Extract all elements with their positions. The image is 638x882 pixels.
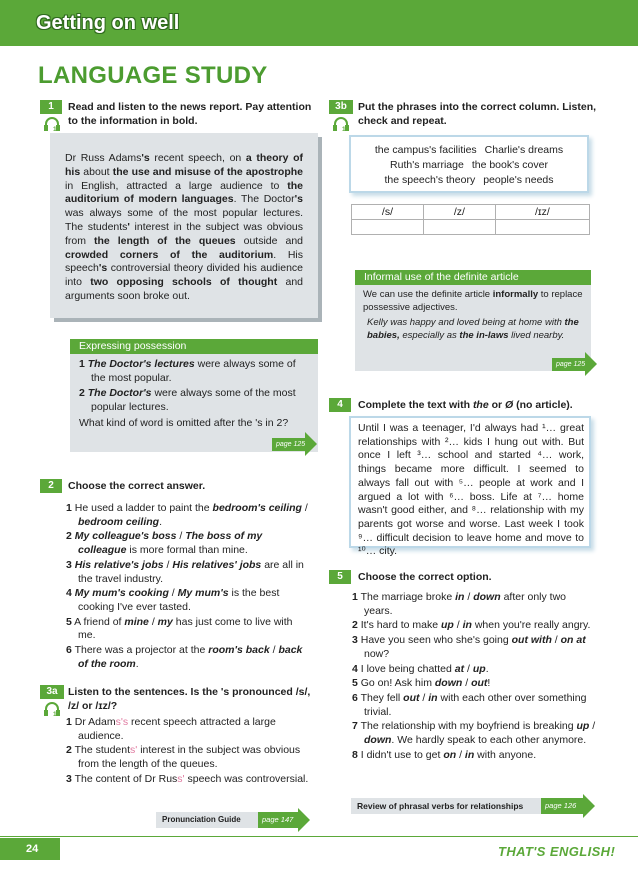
exercise-number: 2	[40, 479, 62, 493]
unit-title: Getting on well	[36, 12, 180, 34]
exercise-number: 3a	[40, 685, 64, 699]
list-item: 2 The students' interest in the subject was obvious from the length of the queues.	[66, 744, 301, 771]
list-item: 8 I didn't use to get on / in with anyone.	[352, 748, 537, 761]
phrase: the campus's facilities	[374, 144, 477, 156]
exercise-number: 4	[329, 398, 351, 412]
possession-examples: 1 The Doctor's lectures were always some of the most popular. 2 The Doctor's were always some of the most popular lectures. What kind of word is omitted after the 's in 2?	[79, 358, 296, 429]
phrase: Charlie's dreams	[484, 144, 564, 156]
unit-header	[0, 0, 638, 46]
list-item: 2 My colleague's boss / The boss of my colleague is more formal than mine.	[66, 530, 263, 557]
list-item: 4 My mum's cooking / My mum's is the best cooking I've ever tasted.	[66, 587, 280, 613]
news-report-box	[50, 133, 318, 318]
footer-divider	[0, 836, 638, 837]
gap-fill-text: Until I was a teenager, I'd always had ¹… great relationships with ²… kids I hung out with. But once I left ³… school and started ⁴… work, things became more difficult. I seemed to always fall out with ⁵… people at work and I argued a lot with ⁶… boss. Life at ⁷… home wasn't good either, and ⁸… relationship with my parents got worse and worse. Last week I took ⁹… difficult decision to leave home and move to ¹⁰… city.	[358, 422, 584, 558]
list-item: 3 The content of Dr Russ' speech was controversial.	[66, 772, 309, 785]
arrow-icon	[298, 808, 310, 832]
brand-logo: THAT'S ENGLISH!	[498, 844, 616, 859]
list-item: 3 His relative's jobs / His relatives' jobs are all in the travel industry.	[66, 558, 304, 585]
list-item: 5 Go on! Ask him down / out!	[352, 677, 491, 690]
column-header: /s/	[352, 205, 424, 220]
list-item: 1 He used a ladder to paint the bedroom's ceiling / bedroom ceiling.	[66, 502, 308, 528]
list-item: 6 They fell out / in with each other over something trivial.	[352, 691, 587, 718]
sound-columns-table	[351, 204, 590, 235]
exercise-instruction: Choose the correct option.	[358, 571, 492, 583]
page-number: 24	[0, 838, 60, 860]
page-link[interactable]: page 147	[258, 812, 298, 828]
page-link[interactable]: page 125	[552, 358, 589, 371]
list-item: 7 The relationship with my boyfriend is breaking up / down. We hardly speak to each other anymore.	[352, 720, 596, 747]
track-number: 10	[53, 126, 61, 133]
exercise-number: 3b	[329, 100, 353, 114]
answer-cell[interactable]	[423, 220, 495, 235]
gap-fill-text-box	[351, 418, 589, 558]
arrow-icon	[583, 794, 595, 818]
exercise-instruction: Put the phrases into the correct column. Listen, check and repeat.	[358, 101, 597, 127]
exercise-2-list	[66, 502, 310, 672]
exercise-instruction: Complete the text with the or Ø (no article).	[358, 399, 573, 411]
informal-use-text: We can use the definite article informally to replace possessive adjectives. Kelly was happy and loved being at home with the babies, especially as the in-laws lived nearby.	[363, 289, 583, 341]
section-title: LANGUAGE STUDY	[38, 62, 268, 89]
phrase: the book's cover	[471, 159, 548, 171]
phrase: the speech's theory	[384, 174, 476, 186]
exercise-instruction: Read and listen to the news report. Pay attention to the information in bold.	[68, 101, 312, 127]
list-item: 4 I love being chatted at / up.	[352, 662, 489, 675]
column-header: /z/	[423, 205, 495, 220]
list-item: 5 A friend of mine / my has just come to live with me.	[66, 615, 293, 642]
exercise-number: 1	[40, 100, 62, 114]
list-item: 6 There was a projector at the room's back / back of the room.	[66, 644, 303, 670]
list-item: 1 The marriage broke in / down after only two years.	[352, 591, 567, 617]
list-item: 3 Have you seen who she's going out with / on at now?	[352, 634, 586, 660]
phrase: Ruth's marriage	[390, 159, 464, 171]
list-item: 2 It's hard to make up / in when you're really angry.	[352, 619, 591, 632]
exercise-number: 5	[329, 570, 351, 584]
exercise-3a-list	[66, 716, 310, 788]
review-label: Review of phrasal verbs for relationships	[351, 798, 541, 814]
informal-use-tab: Informal use of the definite article	[355, 270, 591, 285]
arrow-icon	[585, 352, 597, 376]
track-number: 12	[342, 126, 350, 133]
phrase: people's needs	[483, 174, 554, 186]
exercise-5-list	[352, 591, 596, 763]
list-item: 1 Dr Adams's recent speech attracted a large audience.	[66, 716, 276, 742]
pronunciation-guide-label: Pronunciation Guide	[156, 812, 258, 828]
news-report-text: Dr Russ Adams's recent speech, on a theory of his about the use and misuse of the apostrophe in English, attracted a large audience to the auditorium of modern languages. The Doctor's was always some of the most popular lectures. The students' interest in the subject was obvious from the length of the queues outside and crowded corners of the auditorium. His speech's controversial theory divided his audience into two opposing schools of thought and arguments soon broke out.	[65, 152, 304, 302]
page-link[interactable]: page 126	[541, 798, 583, 814]
answer-cell[interactable]	[352, 220, 424, 235]
answer-cell[interactable]	[495, 220, 589, 235]
track-number: 11	[53, 711, 60, 718]
page-link[interactable]: page 125	[272, 438, 309, 451]
exercise-instruction: Listen to the sentences. Is the 's pronounced /s/, /z/ or /ɪz/?	[68, 686, 311, 712]
column-header: /ɪz/	[495, 205, 589, 220]
phrase-box	[351, 137, 587, 191]
arrow-icon	[305, 432, 317, 456]
possession-tab: Expressing possession	[70, 339, 318, 354]
exercise-instruction: Choose the correct answer.	[68, 480, 206, 492]
